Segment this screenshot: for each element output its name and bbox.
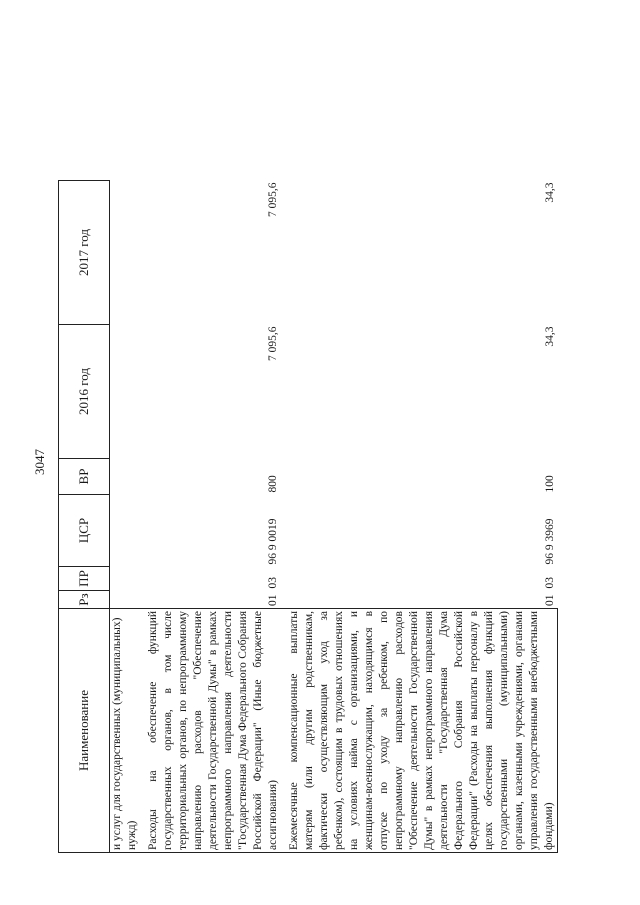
row-2017: 34,3: [543, 182, 556, 203]
row-pr: 03: [267, 577, 279, 589]
header-2016: 2016 год: [59, 325, 110, 459]
row-rz: 01: [267, 594, 279, 606]
row-name: Ежемесячные компенсационные выплаты матерям (или другим родственникам, фактически осуществляющим уход за ребенком), состоящим в трудовых отношениях на условиях найма с организациями, и женщинам-военнослужащим, находящимся в отпуске по уходу за ребенком, по непрограммному направлению расходов "Обеспечение деятельности Государственной Думы" в рамках непрограммного направления деятельности "Государственная Дума Федерального Собрания Российской Федерации" (Расходы на выплаты персоналу в целях обеспечения выполнения функций государственными (муниципальными) органами, казенными учреждениями, органами управления государственными внебюджетными фондами): [287, 609, 558, 853]
table-header-row: [59, 181, 110, 853]
header-csr: ЦСР: [59, 495, 110, 567]
row-pr: [110, 567, 141, 591]
row-2017: 7 095,6: [267, 182, 279, 217]
table-row: [110, 181, 141, 853]
row-csr: 96 9 0019: [267, 518, 279, 565]
header-rz: Рз: [59, 591, 110, 609]
row-csr: [110, 495, 141, 567]
row-2016: 7 095,6: [267, 326, 279, 361]
table-row: [146, 181, 281, 853]
row-2017: [110, 181, 141, 325]
budget-table: [58, 180, 558, 853]
row-name: Расходы на обеспечение функций государственных органов, в том числе территориальных органов, по непрограммному направлению расходов "Обеспечение деятельности Государственной Думы" в рамках непрограммного направления деятельности "Государственная Дума Федерального Собрания Российской Федерации" (Иные бюджетные ассигнования): [146, 609, 281, 853]
row-vr: 100: [543, 475, 556, 493]
row-csr: 96 9 3969: [543, 518, 556, 565]
header-pr: ПР: [59, 567, 110, 591]
row-pr: 03: [543, 577, 556, 589]
page-number: 3047: [32, 449, 47, 475]
row-vr: 800: [267, 475, 279, 493]
row-rz: [110, 591, 141, 609]
row-name: и услуг для государственных (муниципальных) нужд): [110, 609, 141, 853]
header-vr: ВР: [59, 459, 110, 495]
table-row: [287, 181, 558, 853]
row-vr: [110, 459, 141, 495]
row-2016: 34,3: [543, 326, 556, 347]
header-2017: 2017 год: [59, 181, 110, 325]
row-rz: 01: [543, 594, 556, 606]
row-2016: [110, 325, 141, 459]
header-name: Наименование: [59, 609, 110, 853]
